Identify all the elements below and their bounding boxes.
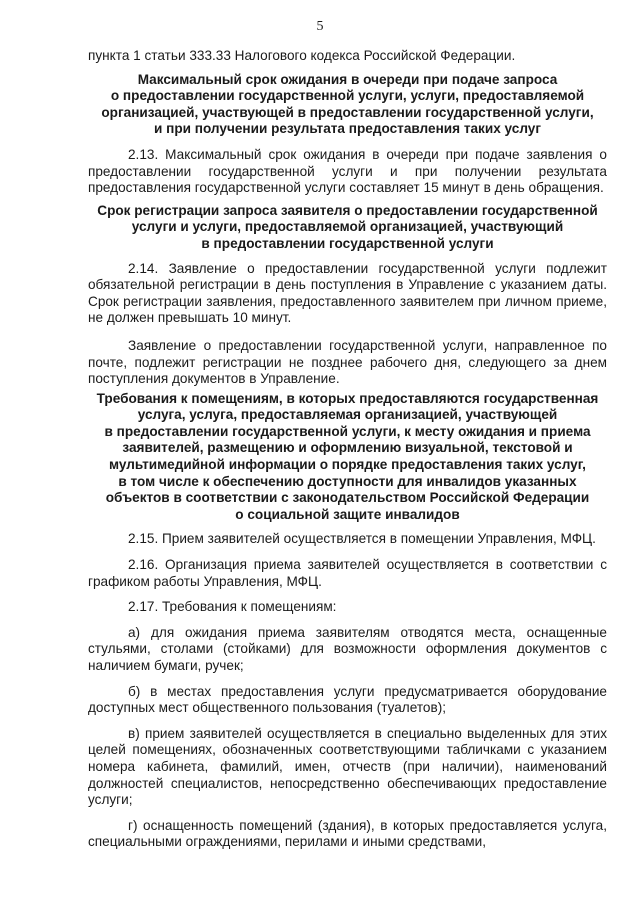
page-body [88, 48, 607, 851]
paragraph-2-16: 2.16. Организация приема заявителей осуществляется в соответствии с графиком работы Управления, МФЦ. [88, 557, 607, 589]
paragraph-2-17: 2.17. Требования к помещениям: [128, 599, 337, 615]
paragraph-2-14: 2.14. Заявление о предоставлении государственной услуги подлежит обязательной регистрации в день поступления в Управление с указанием даты. Срок регистрации заявления, предоставленного заявителем при личном приеме, не должен превышать 10 минут. [88, 260, 607, 326]
paragraph-2-17-v: в) прием заявителей осуществляется в специально выделенных для этих целей помещениях, обозначенных соответствующими табличками с указанием номера кабинета, фамилий, имен, отчеств (при наличии), наименований должностей специалистов, непосредственно обеспечивающих предоставление услуги; [88, 725, 607, 808]
page-number: 5 [316, 19, 324, 34]
paragraph-2-17-b: б) в местах предоставления услуги предусматривается оборудование доступных мест общественного пользования (туалетов); [88, 683, 607, 716]
paragraph-2-17-a: а) для ожидания приема заявителям отводятся места, оснащенные стульями, столами (стойками) для возможности оформления документов с наличием бумаги, ручек; [88, 624, 607, 673]
paragraph-2-14-mail: Заявление о предоставлении государственной услуги, направленное по почте, подлежит регистрации не позднее рабочего дня, следующего за днем поступления документов в Управление. [88, 337, 607, 387]
section-heading-registration: Срок регистрации запроса заявителя о предоставлении государственной услуги и услуги, предоставляемой организацией, участвующий в предоставлении государственной услуги [97, 202, 598, 251]
paragraph-continuation: пункта 1 статьи 333.33 Налогового кодекса Российской Федерации. [88, 48, 516, 63]
section-heading-queue-time: Максимальный срок ожидания в очереди при подаче запроса о предоставлении государственной услуги, услуги, предоставляемой организацией, участвующей в предоставлении государственной услуги, и при получении результата предоставления таких услуг [101, 71, 594, 137]
paragraph-2-15: 2.15. Прием заявителей осуществляется в помещении Управления, МФЦ. [128, 531, 596, 547]
section-heading-premises: Требования к помещениям, в которых предоставляются государственная услуга, услуга, предоставляемая организацией, участвующей в предоставлении государственной услуги, к месту ожидания и приема заявителей, размещению и оформлению визуальной, текстовой и мультимедийной информации о порядке предоставления таких услуг, в том числе к обеспечению доступности для инвалидов указанных объектов в соответствии с законодательством Российской Федерации о социальной защите инвалидов [96, 390, 599, 522]
paragraph-2-17-g: г) оснащенность помещений (здания), в которых предоставляется услуга, специальными ограждениями, перилами и иными средствами, [88, 817, 607, 850]
paragraph-2-13: 2.13. Максимальный срок ожидания в очереди при подаче заявления о предоставлении государственной услуги и при получении результата предоставления государственной услуги составляет 15 минут в день обращения. [88, 146, 607, 196]
